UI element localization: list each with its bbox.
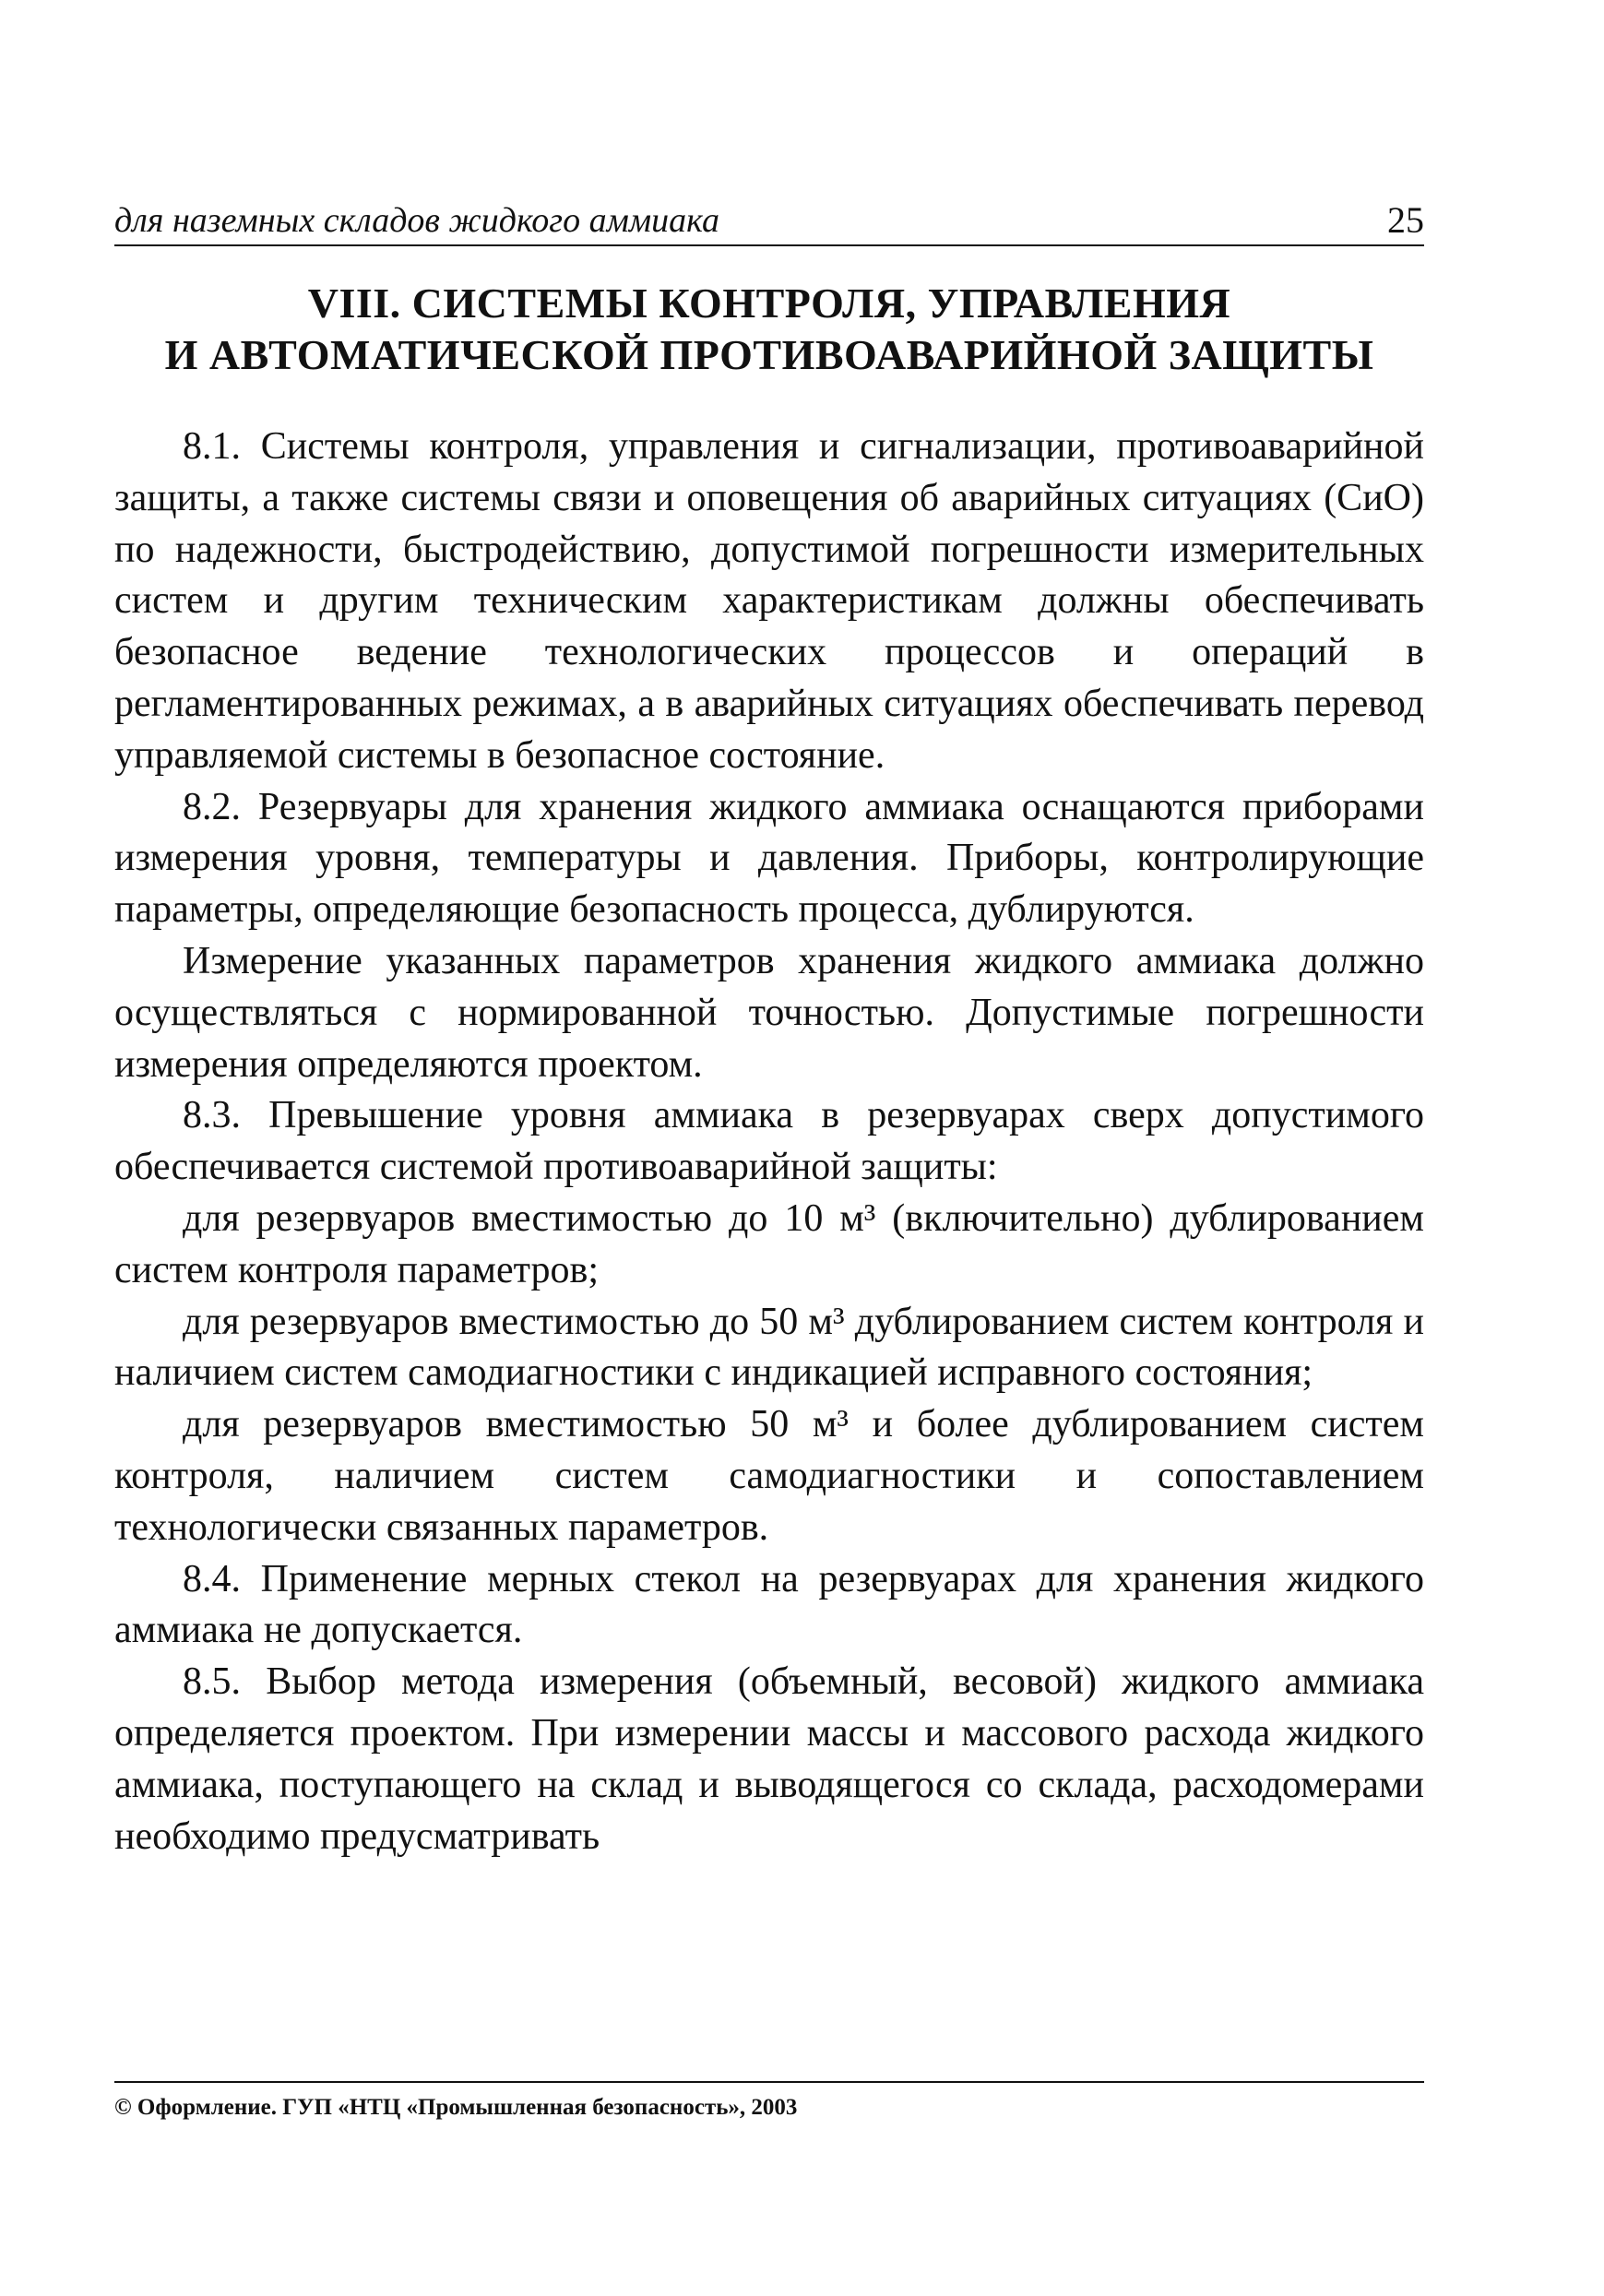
footer — [114, 2081, 1424, 2122]
document-page — [114, 198, 1424, 1862]
paragraph-8-2: 8.2. Резервуары для хранения жидкого аммиака оснащаются приборами измерения уровня, температуры и давления. Приборы, контролирующие параметры, определяющие безопасность процесса, дублируются. — [114, 785, 1424, 932]
running-title: для наземных складов жидкого аммиака — [114, 201, 719, 240]
list-item-50m3-plus: для резервуаров вместимостью 50 м³ и более дублированием систем контроля, наличием систем самодиагностики и сопоставлением технологически связанных параметров. — [114, 1403, 1424, 1549]
body-text — [114, 422, 1424, 1862]
paragraph-8-4: 8.4. Применение мерных стекол на резервуарах для хранения жидкого аммиака не допускается. — [114, 1557, 1424, 1652]
list-item-50m3: для резервуаров вместимостью до 50 м³ дублированием систем контроля и наличием систем самодиагностики с индикацией исправного состояния; — [114, 1300, 1424, 1395]
running-header — [114, 198, 1424, 246]
footer-divider — [114, 2081, 1424, 2083]
paragraph-8-5: 8.5. Выбор метода измерения (объемный, весовой) жидкого аммиака определяется проектом. При измерении массы и массового расхода жидкого аммиака, поступающего на склад и выводящегося со склада, расходомерами необходимо предусматривать — [114, 1660, 1424, 1858]
section-heading-line-2: И АВТОМАТИЧЕСКОЙ ПРОТИВОАВАРИЙНОЙ ЗАЩИТЫ — [164, 331, 1374, 378]
section-heading-line-1: VIII. СИСТЕМЫ КОНТРОЛЯ, УПРАВЛЕНИЯ — [307, 280, 1231, 327]
paragraph-8-3: 8.3. Превышение уровня аммиака в резервуарах сверх допустимого обеспечивается системой противоаварийной защиты: — [114, 1094, 1424, 1189]
paragraph-measurement: Измерение указанных параметров хранения жидкого аммиака должно осуществляться с нормированной точностью. Допустимые погрешности измерения определяются проектом. — [114, 939, 1424, 1086]
copyright-notice: © Оформление. ГУП «НТЦ «Промышленная безопасность», 2003 — [114, 2095, 798, 2120]
page-number: 25 — [1387, 199, 1424, 241]
paragraph-8-1: 8.1. Системы контроля, управления и сигнализации, противоаварийной защиты, а также системы связи и оповещения об аварийных ситуациях (СиО) по надежности, быстродействию, допустимой погрешности измерительных систем и другим техническим характеристикам должны обеспечивать безопасное ведение технологических процессов и операций в регламентированных режимах, а в аварийных ситуациях обеспечивать перевод управляемой системы в безопасное состояние. — [114, 425, 1424, 777]
section-heading — [114, 278, 1424, 381]
list-item-10m3: для резервуаров вместимостью до 10 м³ (включительно) дублированием систем контроля параметров; — [114, 1196, 1424, 1291]
